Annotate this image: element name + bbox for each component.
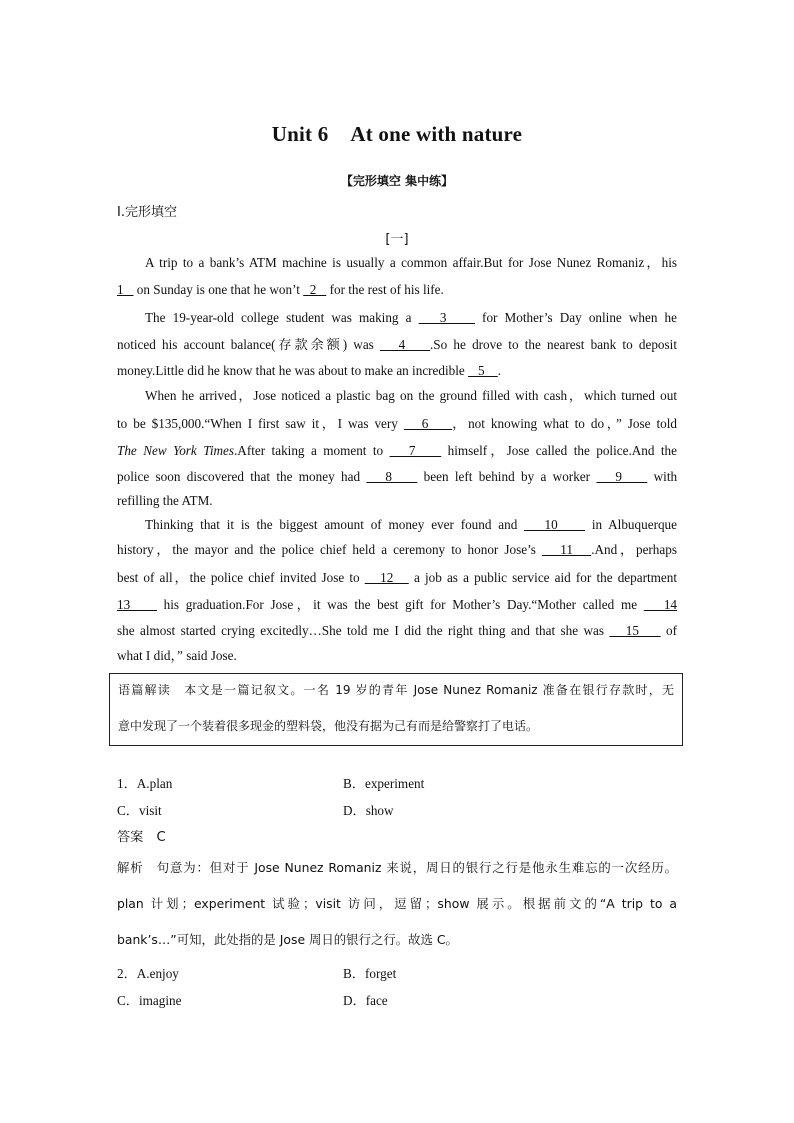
passage-line: Thinking that it is the biggest amount of money ever found and 10 in Albuquerque bbox=[145, 517, 678, 532]
blank-2: 2 bbox=[303, 282, 327, 297]
passage-line: The New York Times.After taking a moment to 7 himself，Jose called the police.And the bbox=[117, 443, 678, 458]
blank-7: 7 bbox=[389, 443, 442, 458]
explanation-line: plan 计划；experiment 试验；visit 访问，逗留；show 展示。根据前文的“A trip to a bbox=[117, 896, 677, 911]
blank-8: 8 bbox=[366, 469, 418, 484]
blank-15: 15 bbox=[609, 623, 661, 638]
option-b: B．experiment bbox=[343, 776, 425, 791]
passage-line: what I did，” said Jose. bbox=[117, 648, 237, 663]
blank-9: 9 bbox=[596, 469, 648, 484]
question-number: 2． bbox=[117, 966, 137, 981]
passage-line: she almost started crying excitedly…She told me I did the right thing and that she was 15 of bbox=[117, 623, 677, 638]
page-title bbox=[0, 122, 794, 147]
passage-line: When he arrived，Jose noticed a plastic bag on the ground filled with cash，which turned out bbox=[145, 388, 677, 403]
passage-number: [一] bbox=[385, 232, 409, 247]
blank-6: 6 bbox=[403, 416, 453, 431]
blank-14: 14 bbox=[643, 597, 678, 612]
passage-line: money.Little did he know that he was about to make an incredible 5 . bbox=[117, 363, 502, 378]
blank-12: 12 bbox=[364, 570, 409, 585]
summary-line: 语篇解读 本文是一篇记叙文。一名 19 岁的青年 Jose Nunez Romaniz 准备在银行存款时，无 bbox=[118, 683, 674, 697]
passage-line: 1 on Sunday is one that he won’t 2 for the rest of his life. bbox=[117, 282, 444, 297]
option-c: C．visit bbox=[117, 803, 162, 818]
option-c: C．imagine bbox=[117, 993, 182, 1008]
passage-line: best of all，the police chief invited Jose to 12 a job as a public service aid for the department bbox=[117, 570, 678, 585]
passage-line: to be $135,000.“When I first saw it，I was very 6 ，not knowing what to do，” Jose told bbox=[117, 416, 677, 431]
option-d: D．show bbox=[343, 803, 394, 818]
unit-number: Unit 6 bbox=[271, 122, 329, 146]
section-heading: Ⅰ.完形填空 bbox=[117, 205, 177, 220]
blank-1: 1 bbox=[117, 282, 134, 297]
passage-line: 13 his graduation.For Jose，it was the best gift for Mother’s Day.“Mother called me 14 bbox=[117, 597, 678, 612]
newspaper-title: The New York Times bbox=[117, 443, 234, 458]
blank-5: 5 bbox=[468, 363, 498, 378]
passage-line: A trip to a bank’s ATM machine is usually a common affair.But for Jose Nunez Romaniz，his bbox=[145, 255, 677, 270]
passage-line: noticed his account balance(存款余额) was 4 .So he drove to the nearest bank to deposit bbox=[117, 337, 677, 352]
blank-4: 4 bbox=[380, 337, 430, 352]
blank-10: 10 bbox=[524, 517, 585, 532]
summary-line: 意中发现了一个装着很多现金的塑料袋，他没有据为己有而是给警察打了电话。 bbox=[118, 719, 539, 733]
option-a: 2．A.enjoy bbox=[117, 966, 179, 981]
blank-13: 13 bbox=[117, 597, 157, 612]
question-number: 1． bbox=[117, 776, 137, 791]
passage-line: history，the mayor and the police chief held a ceremony to honor Jose’s 11 .And，perhaps bbox=[117, 542, 677, 557]
passage-line: police soon discovered that the money had 8 been left behind by a worker 9 with bbox=[117, 469, 678, 484]
passage-line: The 19-year-old college student was making a 3 for Mother’s Day online when he bbox=[145, 310, 678, 325]
explanation-line: bank’s…”可知，此处指的是 Jose 周日的银行之行。故选 C。 bbox=[117, 932, 458, 947]
passage-line: refilling the ATM. bbox=[117, 493, 213, 508]
unit-title: At one with nature bbox=[350, 122, 523, 146]
blank-3: 3 bbox=[418, 310, 475, 325]
explanation-line: 解析 句意为：但对于 Jose Nunez Romaniz 来说，周日的银行之行是他永生难忘的一次经历。 bbox=[117, 860, 677, 875]
blank-11: 11 bbox=[542, 542, 592, 557]
option-d: D．face bbox=[343, 993, 388, 1008]
exercise-heading: 【完形填空 集中练】 bbox=[340, 174, 454, 188]
answer: 答案 C bbox=[117, 830, 166, 845]
option-a: 1．A.plan bbox=[117, 776, 173, 791]
option-b: B．forget bbox=[343, 966, 397, 981]
summary-box bbox=[109, 673, 683, 746]
